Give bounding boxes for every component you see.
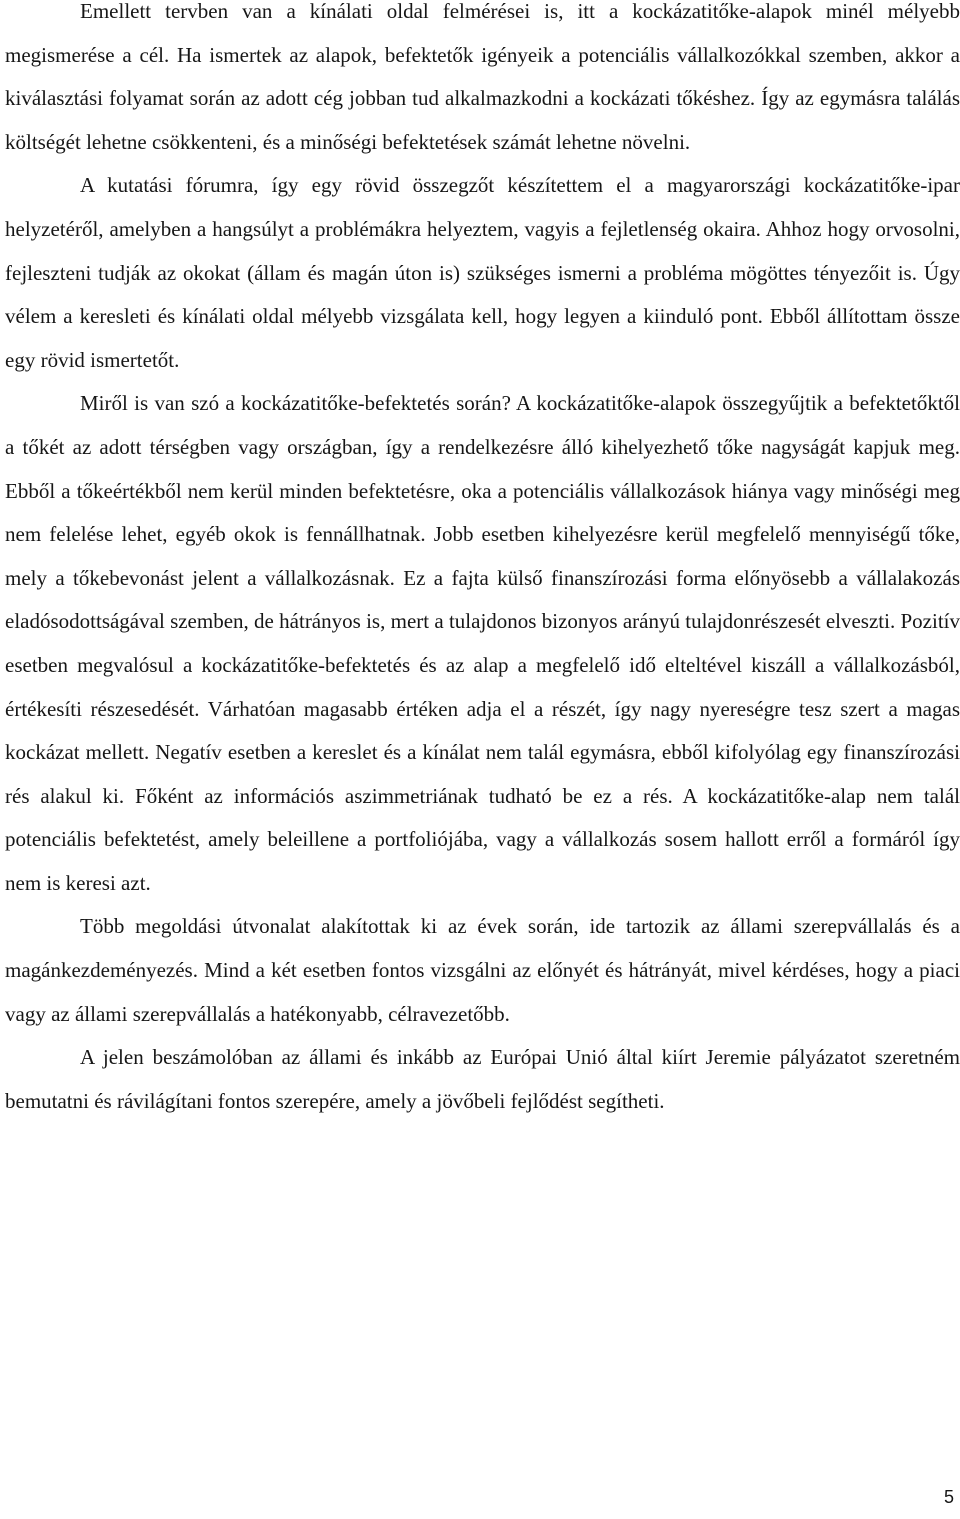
paragraph-4: Több megoldási útvonalat alakítottak ki az évek során, ide tartozik az állami szerepvállalás és a magánkezdeményezés. Mind a két esetben fontos vizsgálni az előnyét és hátrányát, mivel kérdéses, hogy a piaci vagy az állami szerepvállalás a hatékonyabb, célravezetőbb. — [5, 914, 960, 1026]
body-text — [5, 0, 960, 1123]
paragraph-2: A kutatási fórumra, így egy rövid összegzőt készítettem el a magyarországi kockázatitőke-ipar helyzetéről, amelyben a hangsúlyt a problémákra helyeztem, vagyis a fejletlenség okaira. Ahhoz hogy orvosolni, fejleszteni tudják az okokat (állam és magán úton is) szükséges ismerni a probléma mögöttes tényezőit is. Úgy vélem a keresleti és kínálati oldal mélyebb vizsgálata kell, hogy legyen a kiinduló pont. Ebből állítottam össze egy rövid ismertetőt. — [5, 173, 960, 372]
paragraph-5: A jelen beszámolóban az állami és inkább az Európai Unió által kiírt Jeremie pályázatot szeretném bemutatni és rávilágítani fontos szerepére, amely a jövőbeli fejlődést segítheti. — [5, 1045, 960, 1113]
paragraph-3: Miről is van szó a kockázatitőke-befektetés során? A kockázatitőke-alapok összegyűjtik a befektetőktől a tőkét az adott térségben vagy országban, így a rendelkezésre álló kihelyezhető tőke nagyságát kapjuk meg. Ebből a tőkeértékből nem kerül minden befektetésre, oka a potenciális vállalkozások hiánya vagy minőségi meg nem felelése lehet, egyéb okok is fennállhatnak. Jobb esetben kihelyezésre kerül megfelelő mennyiségű tőke, mely a tőkebevonást jelent a vállalkozásnak. Ez a fajta külső finanszírozási forma előnyösebb a vállalakozás eladósodottságával szemben, de hátrányos is, mert a tulajdonos bizonyos arányú tulajdonrészesét elveszti. Pozitív esetben megvalósul a kockázatitőke-befektetés és az alap a megfelelő idő elteltével kiszáll a vállalkozásból, értékesíti részesedését. Várhatóan magasabb értéken adja el a részét, így nagy nyereségre tesz szert a magas kockázat mellett. Negatív esetben a kereslet és a kínálat nem talál egymásra, ebből kifolyólag egy finanszírozási rés alakul ki. Főként az információs aszimmetriának tudható be ez a rés. A kockázatitőke-alap nem talál potenciális befektetést, amely beleillene a portfoliójába, vagy a vállalkozás sosem hallott erről a formáról így nem is keresi azt. — [5, 391, 960, 895]
page-number: 5 — [943, 1487, 954, 1507]
paragraph-1: Emellett tervben van a kínálati oldal felmérései is, itt a kockázatitőke-alapok minél mélyebb megismerése a cél. Ha ismertek az alapok, befektetők igényeik a potenciális vállalkozókkal szemben, akkor a kiválasztási folyamat során az adott cég jobban tud alkalmazkodni a kockázati tőkéshez. Így az egymásra találás költségét lehetne csökkenteni, és a minőségi befektetések számát lehetne növelni. — [5, 0, 960, 154]
